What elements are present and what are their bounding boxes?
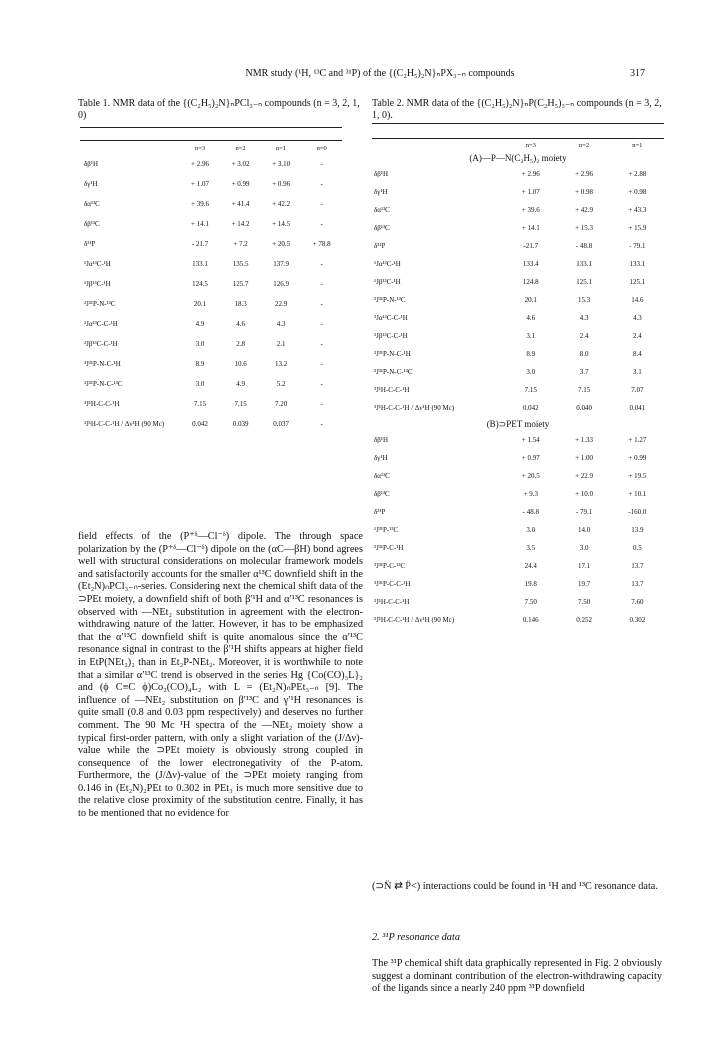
table1-row-label: ¹Jβ¹³C-¹H: [84, 280, 111, 288]
table2-cell: 2.4: [632, 332, 642, 340]
table2-cell: + 0.97: [521, 454, 540, 462]
table2-row-label: δ³¹P: [374, 508, 386, 516]
table1-row-label: ³J³¹P-N-C-¹³C: [84, 380, 123, 388]
table2-row: [372, 165, 664, 183]
table2-row: [372, 255, 664, 273]
table2-header-row: [372, 139, 664, 151]
table2-row-label: ³J¹H-C-C-¹H: [374, 598, 410, 606]
table2-cell: + 10.1: [628, 490, 647, 498]
table2-col-head: n=2: [578, 141, 590, 149]
table2-row: [372, 467, 664, 485]
table2-row-label: ³J¹H-C-C-¹H / Δν¹H (90 Mc): [374, 404, 455, 412]
table1-col-head: n=0: [316, 144, 327, 152]
table1-col-head: n=3: [194, 144, 206, 152]
table2-cell: + 15.9: [628, 224, 647, 232]
table2-col-head: n=1: [632, 141, 643, 149]
table1-row: [82, 374, 342, 394]
table2-cell: 3.1: [632, 368, 642, 376]
table2-cell: + 2.88: [628, 170, 647, 178]
table1-caption: Table 1. NMR data of the {(C₂H₅)₂N}ₙPCl₃₋ₙ compounds (n = 3, 2, 1, 0): [78, 98, 360, 121]
table1-cell: -: [320, 340, 323, 348]
table2-cell: + 14.1: [521, 224, 540, 232]
table2-cell: + 20.5: [521, 472, 540, 480]
table2-cell: + 1.27: [628, 436, 647, 444]
table2-row-label: δβ¹³C: [374, 224, 390, 232]
table2-row-label: ²Jα¹³C-C-¹H: [374, 314, 408, 322]
table2-cell: - 79.1: [575, 508, 593, 516]
table1-cell: + 0.99: [231, 180, 250, 188]
table1-cell: 18.3: [234, 300, 247, 308]
table1-cell: 0.037: [273, 420, 289, 428]
table1-cell: 2.1: [276, 340, 286, 348]
table1-cell: -: [320, 220, 323, 228]
table2-row: [372, 575, 664, 593]
table2-row-label: ¹J³¹P-¹³C: [374, 526, 399, 534]
table2-cell: 7.15: [577, 386, 591, 394]
table1-row-label: δγ¹H: [84, 180, 98, 188]
table1-row: [82, 394, 342, 414]
table2-row: [372, 503, 664, 521]
table2-cell: 4.6: [526, 314, 536, 322]
table2-cell: 125.1: [629, 278, 646, 286]
table2-cell: -21.7: [523, 242, 539, 250]
table2-row: [372, 309, 664, 327]
table2-cell: 14.6: [631, 296, 644, 304]
table2-cell: 19.7: [577, 580, 591, 588]
table1-row-label: ³J¹H-C-C-¹H: [84, 400, 120, 408]
running-title: NMR study (¹H, ¹³C and ³¹P) of the {(C₂H₅)₂N}ₙPX₃₋ₙ compounds: [245, 68, 515, 79]
table1-cell: 3.0: [195, 340, 205, 348]
table1-row-label: ¹Jα¹³C-¹H: [84, 260, 111, 268]
table1-cell: 4.6: [236, 320, 245, 328]
table2-cell: 3.0: [526, 526, 536, 534]
table1-cell: -: [320, 300, 323, 308]
table2-row-label: ¹Jβ¹³C-¹H: [374, 278, 401, 286]
table2-row-label: ²J³¹P-N-¹³C: [374, 296, 406, 304]
table2-cell: 13.9: [631, 526, 644, 534]
table2-row: [372, 431, 664, 449]
table1-cell: 125.7: [232, 280, 249, 288]
table1-row-label: ²Jα¹³C-C-¹H: [84, 320, 118, 328]
table1-row-label: ²Jβ¹³C-C-¹H: [84, 340, 118, 348]
table2-moiety-b-label: (B)⊃PET moiety: [486, 418, 550, 429]
table2-cell: 0.041: [629, 404, 646, 412]
table2-cell: + 39.6: [521, 206, 540, 214]
table2-moiety-b-row: [372, 417, 664, 431]
table2-row: [372, 521, 664, 539]
table1-row: [82, 254, 342, 274]
table2-col-head: n=3: [525, 141, 536, 149]
table2-cell: 19.8: [524, 580, 537, 588]
table2-cell: 125.1: [576, 278, 592, 286]
table1: [82, 142, 342, 434]
table2-cell: + 1.07: [521, 188, 540, 196]
table2-row-label: ³J³¹P-N-C-¹H: [374, 350, 411, 358]
table1-cell: -: [320, 420, 323, 428]
body-text-right-top: (⊃N̈ ⇄ P̈<) interactions could be found in ¹H and ¹³C resonance data.: [372, 881, 658, 892]
table2-row: [372, 449, 664, 467]
section-heading: 2. ³¹P resonance data: [372, 932, 460, 943]
table2-row-label: ³J³¹P-N-C-¹³C: [374, 368, 413, 376]
table2-cell: + 42.9: [575, 206, 594, 214]
table1-cell: 8.9: [195, 360, 205, 368]
table2-cell: + 9.3: [523, 490, 538, 498]
table2-cell: + 1.54: [521, 436, 540, 444]
table1-cell: -: [320, 280, 323, 288]
table2-cell: 124.8: [522, 278, 539, 286]
table2-cell: 8.4: [632, 350, 642, 358]
table2-row-label: δα¹³C: [374, 206, 390, 214]
table1-cell: 22.9: [274, 300, 288, 308]
table1-cell: + 20.5: [272, 240, 291, 248]
table2-row: [372, 363, 664, 381]
table1-row: [82, 354, 342, 374]
table2-cell: 7.15: [524, 386, 537, 394]
table2-row: [372, 557, 664, 575]
table2-cell: 133.4: [522, 260, 539, 268]
table1-corner: [82, 142, 180, 154]
table2-cell: + 19.5: [628, 472, 647, 480]
table1-row: [82, 334, 342, 354]
table2-moiety-a-label: (A)—P—N(C₂H₅)₂ moiety: [469, 153, 567, 163]
table2-cell: + 1.00: [575, 454, 594, 462]
table2-corner: [372, 139, 504, 151]
table2-row-label: δβ¹³C: [374, 490, 390, 498]
table1-top-rule: [80, 127, 342, 128]
table2-row-label: ²J³¹P-C-¹³C: [374, 562, 406, 570]
table2-cell: - 48.8: [522, 508, 539, 516]
table1-row-label: δ³¹P: [84, 240, 96, 248]
table2-row-label: ³J¹H-C-C-¹H: [374, 386, 410, 394]
table1-cell: + 39.6: [191, 200, 209, 208]
table1-cell: + 0.96: [272, 180, 291, 188]
table2-row: [372, 539, 664, 557]
table2-cell: 0.042: [522, 404, 539, 412]
table2-cell: 24.4: [524, 562, 537, 570]
table1-cell: 4.3: [276, 320, 286, 328]
table1-cell: 135.5: [232, 260, 249, 268]
table2-cell: 7.50: [524, 598, 537, 606]
table2-row: [372, 327, 664, 345]
table1-cell: -: [320, 380, 323, 388]
table1-row-label: δβ¹H: [84, 160, 99, 168]
table2-cell: - 79.1: [629, 242, 646, 250]
table2-row: [372, 611, 664, 629]
table2-cell: + 2.96: [575, 170, 594, 178]
table2-cell: + 0.98: [628, 188, 647, 196]
table2-cell: + 0.98: [575, 188, 594, 196]
table2-row-label: δγ¹H: [374, 454, 388, 462]
table2-cell: 3.1: [526, 332, 536, 340]
table2-cell: 7.07: [631, 386, 644, 394]
table2-cell: 0.302: [629, 616, 646, 624]
table1-cell: + 2.96: [191, 160, 209, 168]
table1-row-label: δβ¹³C: [84, 220, 100, 228]
table1-row: [82, 154, 342, 174]
table2-row: [372, 381, 664, 399]
body-text-right-bottom: The ³¹P chemical shift data graphically represented in Fig. 2 obviously suggest a dominant contribution of the electron-withdrawing capacity of the ligands since a nearly 240 ppm ³¹P downfield: [372, 958, 662, 995]
table1-cell: -: [320, 200, 323, 208]
table1-cell: 137.9: [273, 260, 289, 268]
table1-cell: 0.039: [232, 420, 249, 428]
table1-header-row: [82, 142, 342, 154]
table1-cell: -: [320, 360, 323, 368]
table1-cell: + 3.02: [231, 160, 250, 168]
table1-head-rule: [80, 140, 342, 141]
table1-row: [82, 174, 342, 194]
table2-cell: + 15.3: [575, 224, 594, 232]
table1-cell: 10.6: [234, 360, 247, 368]
table1-cell: 3.0: [195, 380, 205, 388]
table1-row-label: ³J³¹P-N-C-¹H: [84, 360, 121, 368]
table2-top-rule: [372, 123, 664, 124]
table2-cell: 3.7: [579, 368, 589, 376]
table2-row-label: δ³¹P: [374, 242, 386, 250]
table2-cell: 133.1: [576, 260, 592, 268]
table2-cell: 0.252: [576, 616, 592, 624]
table1-row: [82, 234, 342, 254]
table1-cell: + 1.07: [191, 180, 209, 188]
table1-cell: -: [320, 160, 323, 168]
table2-cell: + 22.9: [575, 472, 594, 480]
table2-cell: 3.0: [526, 368, 536, 376]
table2-row-label: δγ¹H: [374, 188, 388, 196]
table2-row: [372, 399, 664, 417]
table2-row: [372, 593, 664, 611]
table2-row-label: ³J¹H-C-C-¹H / Δν¹H (90 Mc): [374, 616, 455, 624]
table2-cell: 133.1: [629, 260, 646, 268]
table2-row-label: ²J³¹P-C-¹H: [374, 544, 404, 552]
table1-cell: 2.8: [236, 340, 245, 348]
table2-cell: -160.0: [628, 508, 647, 516]
table2-row: [372, 237, 664, 255]
table1-cell: 126.9: [273, 280, 289, 288]
table1-row: [82, 294, 342, 314]
table2-cell: 7.60: [631, 598, 644, 606]
table1-row: [82, 194, 342, 214]
table1-cell: 7.15: [193, 400, 207, 408]
body-text-left: field effects of the (P⁺ᵟ—Cl⁻ᵟ) dipole. The through space polarization by the (P⁺ᵟ—Cl⁻ᵟ) dipole on the (αC—βH) bond agrees well with structural considerations on molecular framework models and satisfactorily accounts for the smaller α¹³C downfield shift in the (Et₂N)ₙPCl₃₋ₙ-series. Considering next the chemical shift data of the ⊃PEt moiety, a downfield shift of both β′¹H and α′¹³C resonances is observed with —NEt₂ substitution in agreement with the electron-withdrawing nature of the latter. However, it has to be emphasized that the α′¹³C downfield shift is quite anomalous since the α′¹³C resonance signal in contrast to the β′¹H shifts appears at higher field in EtP(NEt₂)₂ than in Et₂P-NEt₂. Moreover, it is worthwhile to note that a similar α′¹³C trend is observed in the series Hg {Co(CO)₃L}₂ and (ϕ C≡C ϕ)Co₂(CO)₄L₂ with L = (Et₂N)ₙPEt₃₋ₙ [9]. The influence of —NEt₂ substitution on β′¹³C and γ′¹H resonances is quite small (0.8 and 0.03 ppm respectively) and deserves no further comment. The 90 Mc ¹H spectra of the —NEt₂ moiety show a typical first-order pattern, with only a slight variation of the (J/Δν)-value while the ⊃PEt moiety is obviously strong coupled in consequence of the lower electronegativity of the P-atom. Furthermore, the (J/Δν)-value of the ⊃PEt moiety ranging from 0.146 in (Et₂N)₂PEt to 0.302 in PEt₃ is much more sensitive due to the relative close proximity of the substitution centre. Finally, it has to be mentioned that no evidence for: [78, 531, 363, 820]
table1-cell: + 78.8: [312, 240, 331, 248]
table1-cell: 4.9: [236, 380, 245, 388]
table1-cell: + 14.1: [191, 220, 209, 228]
table2-row-label: ¹Jα¹³C-¹H: [374, 260, 401, 268]
table1-row: [82, 214, 342, 234]
table2-cell: + 2.96: [521, 170, 540, 178]
table2-cell: + 10.0: [575, 490, 594, 498]
table2-row: [372, 201, 664, 219]
table1-cell: + 41.4: [231, 200, 250, 208]
table1-cell: 0.042: [192, 420, 208, 428]
table1-row: [82, 274, 342, 294]
table2-row: [372, 183, 664, 201]
table2-row-label: δβ¹H: [374, 436, 389, 444]
table1-row: [82, 314, 342, 334]
table2-cell: 8.9: [526, 350, 536, 358]
table1-cell: + 14.5: [272, 220, 291, 228]
table1-cell: -: [320, 180, 323, 188]
table2-row-label: δα¹³C: [374, 472, 390, 480]
table2-cell: 17.1: [577, 562, 591, 570]
table1-cell: -: [320, 320, 323, 328]
table2-cell: 15.3: [577, 296, 591, 304]
table2-cell: 0.146: [522, 616, 539, 624]
table2-caption: Table 2. NMR data of the {(C₂H₅)₂N}ₙP(C₂H₅)₃₋ₙ compounds (n = 3, 2, 1, 0).: [372, 98, 662, 121]
table1-cell: + 42.2: [272, 200, 291, 208]
table1-cell: 4.9: [195, 320, 205, 328]
table1-cell: + 7.2: [233, 240, 248, 248]
table1-col-head: n=1: [276, 144, 287, 152]
table2-row-label: δβ¹H: [374, 170, 389, 178]
table2-row: [372, 291, 664, 309]
table1-cell: 124.5: [192, 280, 208, 288]
table2-cell: + 1.33: [575, 436, 594, 444]
table1-row-label: ³J¹H-C-C-¹H / Δν¹H (90 Mc): [84, 420, 165, 428]
table2-row: [372, 485, 664, 503]
table2-row-label: ²Jβ¹³C-C-¹H: [374, 332, 408, 340]
table1-cell: 7.15: [234, 400, 247, 408]
table2-moiety-a-row: [372, 151, 664, 165]
table1-cell: -: [320, 400, 323, 408]
table2-cell: 4.3: [632, 314, 642, 322]
table2-cell: 0.5: [632, 544, 642, 552]
table2-row: [372, 219, 664, 237]
table2: [372, 139, 664, 629]
table1-col-head: n=2: [235, 144, 246, 152]
table2-row-label: ³J³¹P-C-C-¹H: [374, 580, 411, 588]
table1-cell: + 14.2: [231, 220, 250, 228]
table1-cell: -: [320, 260, 323, 268]
table2-cell: 8.0: [579, 350, 589, 358]
table1-cell: 7.20: [274, 400, 288, 408]
table2-cell: 0.040: [576, 404, 592, 412]
table1-row-label: δα¹³C: [84, 200, 100, 208]
table2-cell: + 43.3: [628, 206, 647, 214]
table2-row: [372, 273, 664, 291]
table2-row: [372, 345, 664, 363]
table2-cell: 7.50: [577, 598, 591, 606]
table2-cell: 14.0: [577, 526, 591, 534]
table1-cell: 13.2: [274, 360, 288, 368]
table2-cell: 13.7: [631, 580, 644, 588]
table2-cell: 3.5: [526, 544, 536, 552]
table1-cell: 133.1: [192, 260, 208, 268]
table2-cell: - 48.8: [575, 242, 593, 250]
table2-cell: 13.7: [631, 562, 644, 570]
table1-row-label: ²J³¹P-N-¹³C: [84, 300, 116, 308]
table1-row: [82, 414, 342, 434]
table2-cell: 4.3: [579, 314, 589, 322]
table2-cell: 2.4: [579, 332, 589, 340]
table1-cell: 20.1: [193, 300, 207, 308]
table1-cell: + 3.10: [272, 160, 291, 168]
table2-cell: 20.1: [524, 296, 537, 304]
table1-cell: 5.2: [276, 380, 286, 388]
table1-cell: - 21.7: [191, 240, 209, 248]
table2-cell: + 0.99: [628, 454, 647, 462]
page-number: 317: [630, 68, 645, 79]
table2-cell: 3.0: [579, 544, 589, 552]
